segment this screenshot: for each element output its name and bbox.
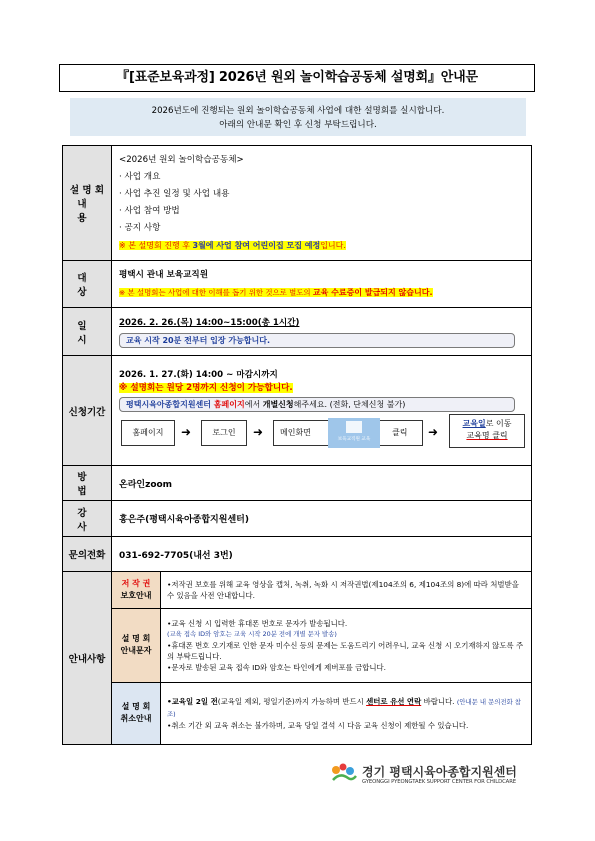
flow-edu-move: 로 이동 [485,418,512,428]
label-apply: 신청기간 [63,356,112,466]
flow-step-edu-line1 [450,418,524,430]
content-note-pre: ※ 본 설명회 진행 후 [119,241,193,250]
content-note-red: 3월에 사업 참여 어린이집 모집 예정 [192,241,321,250]
label-lecturer: 강 사 [63,501,112,537]
cancel-t1d: 바랍니다. [421,696,457,706]
label-copyright [112,572,161,608]
apply-pill-b: 홈페이지 [213,399,245,409]
label-target: 대 상 [63,261,112,308]
cancel-t1b: (교육일 제외, 평일기준)까지 가능하며 반드시 [217,696,367,706]
notice-subtable [112,572,531,744]
row-notice [63,572,532,745]
apply-main: 2026. 1. 27.(화) 14:00 ~ 마감시까지 [119,369,278,380]
lecturer-value: 홍은주(평택시육아종합지원센터) [112,501,532,537]
book-icon [346,421,362,433]
row-date [63,308,532,356]
target-note-pre: ※ 본 설명회는 사업에 대한 이해를 돕기 위한 것으로 별도의 [119,288,313,297]
row-phone [63,537,532,572]
notice-cell [112,572,532,745]
label-phone: 문의전화 [63,537,112,572]
label-sms-2: 안내문자 [120,646,152,655]
flow-step-homepage: 홈페이지 [121,420,175,446]
footer-org: 경기 평택시육아종합지원센터 [362,765,517,779]
intro-box [70,98,526,136]
target-cell [112,261,532,308]
row-lecturer [63,501,532,537]
intro-line-1: 2026년도에 진행되는 원외 놀이학습공동체 사업에 대한 설명회를 실시합니다. [151,106,445,116]
cancel-t1a: •교육일 2일 전 [167,696,218,706]
arrow-icon: ➜ [181,424,192,439]
arrow-icon: ➜ [428,424,439,439]
footer [330,762,540,788]
date-pill: 교육 시작 20분 전부터 입장 가능합니다. [119,333,515,348]
cancel-text [161,682,532,744]
info-table [62,145,532,745]
apply-pill-c: 에서 [244,399,263,409]
target-note [119,284,531,301]
apply-note-post: 신청이 가능합니다. [217,382,293,393]
content-item-3: · 사업 참여 방법 [119,206,180,216]
label-copyright-2: 보호안내 [120,590,152,600]
flow-step-main-label: 메인화면 [280,427,311,437]
content-item-2: · 사업 추진 일정 및 사업 내용 [119,189,230,199]
sms-t1: •교육 신청 시 입력한 휴대폰 번호로 문자가 발송됩니다. [167,618,348,628]
cancel-t1 [167,696,525,720]
label-sms [112,608,161,682]
notice-cancel [112,682,531,744]
flow-step-main [273,420,423,446]
apply-pill-a: 평택시육아종합지원센터 [126,399,214,409]
banner-caption: 보육교직원 교육 [337,436,371,442]
sms-t1-small: (교육 접속 ID와 암호는 교육 시작 20분 전에 개별 문자 발송) [167,629,337,638]
content-note-post: 입니다. [320,241,346,250]
footer-org-en: GYEONGGI PYEONGTAEK SUPPORT CENTER FOR CHILDCARE [362,779,517,785]
label-cancel-2: 취소안내 [120,714,152,724]
label-content-2: 내 용 [77,199,97,224]
label-notice: 안내사항 [63,572,112,745]
label-content [63,146,112,261]
row-method [63,466,532,501]
flow-step-click: 클릭 [392,427,408,437]
content-cell [112,146,532,261]
apply-note-red: 원당 2명까지 [166,382,218,393]
content-item-4: · 공지 사항 [119,223,161,233]
banner-image [328,418,380,448]
cancel-t2: •취소 기간 외 교육 취소는 불가하며, 교육 당일 결석 시 다음 교육 신청이 제한될 수 있습니다. [167,720,469,730]
apply-cell [112,356,532,466]
content-item-1: · 사업 개요 [119,172,161,182]
sms-t2: •휴대폰 번호 오기재로 인한 문자 미수신 등의 문제는 도움드리기 어려우니, 교육 신청 시 오기재하지 않도록 주의 부탁드립니다. [167,640,524,661]
intro-line-2: 아래의 안내문 확인 후 신청 부탁드립니다. [219,120,377,130]
flow-edu-day: 교육일 [462,418,486,428]
cancel-t1-small: (안내문 내 문의전화 참조) [167,697,521,718]
arrow-icon: ➜ [253,424,264,439]
sms-text [161,608,532,682]
flow-step-login: 로그인 [201,420,247,446]
apply-pill-d: 개별신청 [262,399,294,409]
row-content [63,146,532,261]
label-cancel [112,682,161,744]
apply-note [119,382,531,395]
phone-value: 031-692-7705(내선 3번) [112,537,532,572]
row-target [63,261,532,308]
label-sms-1: 설 명 회 [121,634,151,643]
date-cell [112,308,532,356]
content-heading: <2026년 원외 놀이학습공동체> [119,155,244,165]
notice-copyright [112,572,531,608]
label-content-1: 설 명 회 [69,185,105,196]
center-logo-icon [330,762,358,786]
label-method: 방 법 [63,466,112,501]
notice-sms [112,608,531,682]
apply-flow [119,416,531,454]
page-title: 『[표준보육과정] 2026년 원외 놀이학습공동체 설명회』안내문 [59,64,535,92]
date-main: 2026. 2. 26.(목) 14:00~15:00(총 1시간) [119,318,300,328]
apply-pill-e: 해주세요. (전화, 단체신청 불가) [293,399,406,409]
cancel-t1c: 센터로 유선 연락 [366,696,422,706]
copyright-text: •저작권 보호를 위해 교육 영상을 캡처, 녹취, 녹화 시 저작권법(제104조의 6, 제104조의 8)에 따라 처벌받을 수 있음을 사전 안내합니다. [161,572,532,608]
label-date: 일 시 [63,308,112,356]
label-copyright-1: 저 작 권 [121,578,151,588]
row-apply [63,356,532,466]
apply-note-pre: ※ 설명회는 [119,382,167,393]
method-value: 온라인zoom [112,466,532,501]
flow-step-edu [449,414,525,448]
apply-pill [119,397,515,412]
content-note [119,237,531,254]
label-cancel-1: 설 명 회 [121,702,151,712]
flow-edu-click: 교육명 클릭 [466,430,508,440]
target-note-red: 교육 수료증이 발급되지 않습니다. [312,288,433,297]
target-main: 평택시 관내 보육교직원 [119,270,208,280]
sms-t3: •문자로 발송된 교육 접속 ID와 암호는 타인에게 제버포를 금합니다. [167,662,386,672]
